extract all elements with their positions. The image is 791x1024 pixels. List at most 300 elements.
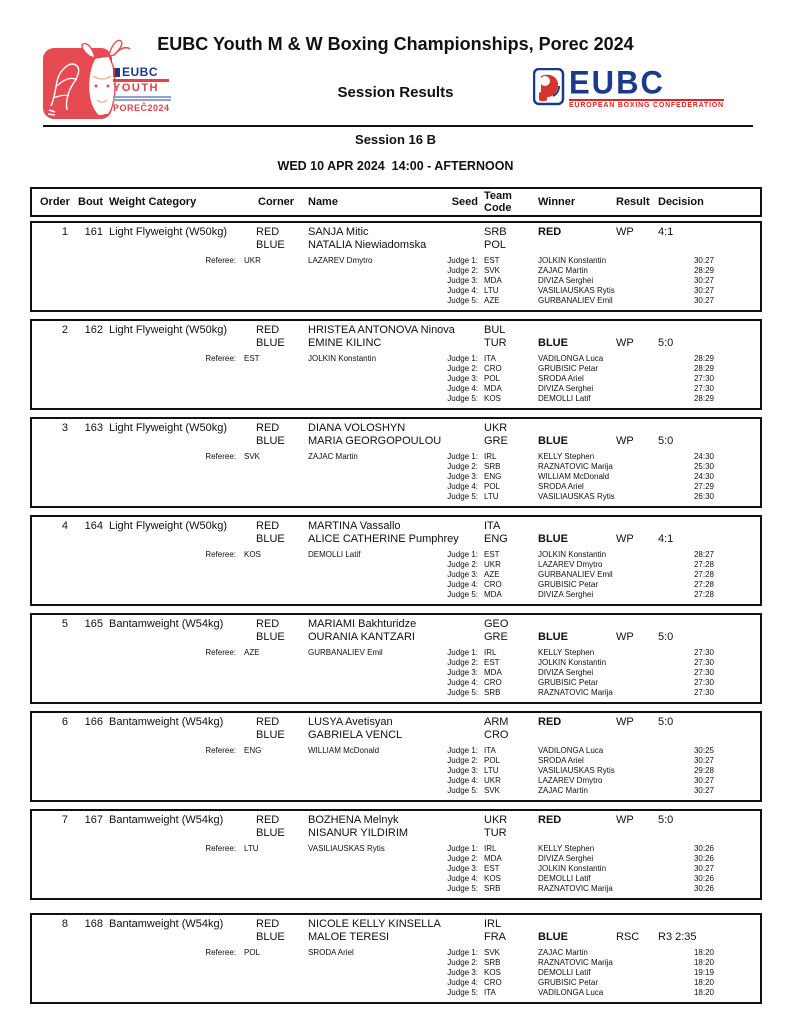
judge-name: ZAJAC Martin xyxy=(538,266,588,275)
judge-country: AZE xyxy=(484,296,500,305)
referee-country: LTU xyxy=(244,844,259,853)
eubc-glove-icon xyxy=(533,68,565,108)
judge-score: 18:20 xyxy=(693,958,714,967)
judge-country: IRL xyxy=(484,844,497,853)
judge-row xyxy=(32,286,760,296)
judge-score: 30:26 xyxy=(693,884,714,893)
judge-row xyxy=(32,482,760,492)
referee-country: KOS xyxy=(244,550,261,559)
bout-order: 3 xyxy=(61,422,68,434)
judge-score: 27:28 xyxy=(693,570,714,579)
referee-judge-row xyxy=(32,256,760,266)
decision-blue: 5:0 xyxy=(658,631,674,643)
judge-label: Judge 5: xyxy=(447,394,478,403)
blue-team-code: GRE xyxy=(484,435,508,447)
judge-label: Judge 2: xyxy=(447,756,478,765)
judge-score: 30:27 xyxy=(693,786,714,795)
referee-label: Referee: xyxy=(205,452,236,461)
result-blue: WP xyxy=(616,337,634,349)
referee-name: GURBANALIEV Emil xyxy=(308,648,383,657)
judge-country: EST xyxy=(484,256,500,265)
bout-order: 1 xyxy=(61,226,68,238)
blue-corner-label: BLUE xyxy=(256,435,285,447)
judge-name: DEMOLLI Latif xyxy=(538,968,591,977)
bout-number: 165 xyxy=(84,618,103,630)
judge-row xyxy=(32,472,760,482)
judge-country: MDA xyxy=(484,668,502,677)
judge-country: LTU xyxy=(484,492,499,501)
referee-country: SVK xyxy=(244,452,261,461)
blue-corner-label: BLUE xyxy=(256,239,285,251)
referee-name: DEMOLLI Latif xyxy=(308,550,361,559)
judge-country: SRB xyxy=(484,462,501,471)
judge-row xyxy=(32,988,760,998)
judge-country: KOS xyxy=(484,394,501,403)
judge-country: IRL xyxy=(484,452,497,461)
header-divider xyxy=(43,125,753,127)
judge-name: DIVIZA Serghei xyxy=(538,854,594,863)
judge-country: CRO xyxy=(484,678,502,687)
judge-score: 29:28 xyxy=(693,766,714,775)
judge-score: 19:19 xyxy=(693,968,714,977)
eubc-confederation-label: EUROPEAN BOXING CONFEDERATION xyxy=(569,99,724,109)
blue-corner-label: BLUE xyxy=(256,729,285,741)
judge-name: GRUBISIC Petar xyxy=(538,364,599,373)
red-team-code: ARM xyxy=(484,716,509,728)
red-boxer-name: DIANA VOLOSHYN xyxy=(308,422,406,434)
bout-number: 166 xyxy=(84,716,103,728)
session-label: Session 16 B xyxy=(355,132,436,147)
judge-row xyxy=(32,462,760,472)
blue-corner-row xyxy=(32,631,760,644)
judge-label: Judge 2: xyxy=(447,658,478,667)
judge-name: RAZNATOVIC Marija xyxy=(538,462,613,471)
eubc-wordmark: EUBC xyxy=(569,64,665,101)
judge-score: 24:30 xyxy=(693,472,714,481)
blue-boxer-name: NATALIA Niewiadomska xyxy=(308,239,427,251)
red-corner-label: RED xyxy=(256,422,280,434)
bout-block xyxy=(30,417,762,508)
blue-boxer-name: OURANIA KANTZARI xyxy=(308,631,415,643)
col-team-code: Team Code xyxy=(484,190,512,214)
judge-label: Judge 4: xyxy=(447,384,478,393)
judge-label: Judge 3: xyxy=(447,968,478,977)
blue-team-code: TUR xyxy=(484,337,507,349)
red-corner-label: RED xyxy=(256,716,280,728)
judge-name: DIVIZA Serghei xyxy=(538,590,594,599)
referee-judge-row xyxy=(32,948,760,958)
blue-corner-label: BLUE xyxy=(256,533,285,545)
weight-category: Bantamweight (W54kg) xyxy=(109,918,224,930)
judge-row xyxy=(32,570,760,580)
red-corner-row xyxy=(32,226,760,239)
judge-row xyxy=(32,968,760,978)
judge-score: 30:26 xyxy=(693,844,714,853)
judge-label: Judge 4: xyxy=(447,874,478,883)
red-boxer-name: HRISTEA ANTONOVA Ninova xyxy=(308,324,455,336)
judge-label: Judge 5: xyxy=(447,884,478,893)
judge-name: JOLKIN Konstantin xyxy=(538,658,607,667)
red-corner-row xyxy=(32,324,760,337)
judge-score: 27:30 xyxy=(693,688,714,697)
judge-row xyxy=(32,678,760,688)
red-boxer-name: BOZHENA Melnyk xyxy=(308,814,399,826)
judge-row xyxy=(32,958,760,968)
judge-country: IRL xyxy=(484,648,497,657)
red-team-code: IRL xyxy=(484,918,502,930)
judge-name: RAZNATOVIC Marija xyxy=(538,884,613,893)
judge-label: Judge 1: xyxy=(447,648,478,657)
red-corner-label: RED xyxy=(256,814,280,826)
judge-name: GURBANALIEV Emil xyxy=(538,570,613,579)
weight-category: Light Flyweight (W50kg) xyxy=(109,422,227,434)
judge-name: VASILIAUSKAS Rytis xyxy=(538,286,615,295)
judge-label: Judge 4: xyxy=(447,580,478,589)
blue-team-code: GRE xyxy=(484,631,508,643)
red-boxer-name: SANJA Mitic xyxy=(308,226,369,238)
judge-label: Judge 5: xyxy=(447,988,478,997)
decision-red: 4:1 xyxy=(658,226,674,238)
col-result: Result xyxy=(616,196,650,208)
judge-label: Judge 1: xyxy=(447,354,478,363)
judge-country: SVK xyxy=(484,786,501,795)
judge-country: CRO xyxy=(484,978,502,987)
bout-order: 8 xyxy=(61,918,68,930)
referee-label: Referee: xyxy=(205,648,236,657)
winner-red: RED xyxy=(538,814,562,826)
judge-row xyxy=(32,766,760,776)
red-corner-label: RED xyxy=(256,918,280,930)
judge-country: ITA xyxy=(484,988,496,997)
red-team-code: ITA xyxy=(484,520,501,532)
red-corner-label: RED xyxy=(256,618,280,630)
red-corner-row xyxy=(32,716,760,729)
judge-label: Judge 4: xyxy=(447,678,478,687)
blue-boxer-name: EMINE KILINC xyxy=(308,337,382,349)
judge-country: ENG xyxy=(484,472,502,481)
judge-label: Judge 5: xyxy=(447,296,478,305)
red-corner-row xyxy=(32,814,760,827)
blue-boxer-name: GABRIELA VENCL xyxy=(308,729,403,741)
result-blue: WP xyxy=(616,533,634,545)
judge-score: 27:28 xyxy=(693,590,714,599)
col-bout: Bout xyxy=(78,196,104,208)
judge-row xyxy=(32,384,760,394)
winner-red: RED xyxy=(538,226,562,238)
result-red: WP xyxy=(616,226,634,238)
referee-name: SRODA Ariel xyxy=(308,948,354,957)
judge-label: Judge 4: xyxy=(447,482,478,491)
judge-score: 27:28 xyxy=(693,560,714,569)
blue-corner-row xyxy=(32,239,760,252)
judge-country: LTU xyxy=(484,766,499,775)
red-team-code: UKR xyxy=(484,814,508,826)
session-datetime: WED 10 APR 2024 14:00 - AFTERNOON xyxy=(277,159,514,173)
judge-score: 18:20 xyxy=(693,988,714,997)
judge-name: LAZAREV Dmytro xyxy=(538,560,603,569)
judge-score: 30:25 xyxy=(693,746,714,755)
result-blue: WP xyxy=(616,435,634,447)
weight-category: Bantamweight (W54kg) xyxy=(109,814,224,826)
result-red: WP xyxy=(616,814,634,826)
referee-label: Referee: xyxy=(205,256,236,265)
red-team-code: BUL xyxy=(484,324,506,336)
judge-name: ZAJAC Martin xyxy=(538,786,588,795)
judge-score: 30:27 xyxy=(693,286,714,295)
col-name: Name xyxy=(308,196,338,208)
judge-label: Judge 2: xyxy=(447,854,478,863)
judge-name: JOLKIN Konstantin xyxy=(538,864,607,873)
judge-label: Judge 4: xyxy=(447,978,478,987)
blue-boxer-name: MARIA GEORGOPOULOU xyxy=(308,435,442,447)
bout-order: 5 xyxy=(61,618,68,630)
judge-score: 30:27 xyxy=(693,296,714,305)
red-corner-row xyxy=(32,918,760,931)
judge-name: ZAJAC Martin xyxy=(538,948,588,957)
decision-blue: R3 2:35 xyxy=(658,931,697,943)
judge-label: Judge 3: xyxy=(447,864,478,873)
red-boxer-name: MARIAMI Bakhturidze xyxy=(308,618,417,630)
bout-block xyxy=(30,913,762,1004)
judge-row xyxy=(32,978,760,988)
judge-name: JOLKIN Konstantin xyxy=(538,256,607,265)
result-blue: RSC xyxy=(616,931,640,943)
red-corner-label: RED xyxy=(256,520,280,532)
judge-label: Judge 1: xyxy=(447,844,478,853)
porec-logo-youth: YOUTH xyxy=(113,82,159,94)
judge-row xyxy=(32,884,760,894)
judge-name: DIVIZA Serghei xyxy=(538,276,594,285)
judge-country: POL xyxy=(484,374,501,383)
judge-label: Judge 2: xyxy=(447,958,478,967)
judge-label: Judge 3: xyxy=(447,374,478,383)
blue-team-code: ENG xyxy=(484,533,508,545)
judge-score: 28:29 xyxy=(693,354,714,363)
referee-judge-row xyxy=(32,746,760,756)
judge-score: 30:26 xyxy=(693,874,714,883)
judge-row xyxy=(32,364,760,374)
referee-judge-row xyxy=(32,452,760,462)
judge-score: 27:30 xyxy=(693,648,714,657)
decision-red: 5:0 xyxy=(658,814,674,826)
judge-country: SRB xyxy=(484,688,501,697)
judge-score: 28:27 xyxy=(693,550,714,559)
judge-name: VADILONGA Luca xyxy=(538,746,604,755)
bout-order: 4 xyxy=(61,520,68,532)
judge-name: RAZNATOVIC Marija xyxy=(538,688,613,697)
judge-label: Judge 2: xyxy=(447,266,478,275)
col-corner: Corner xyxy=(258,196,295,208)
judge-row xyxy=(32,492,760,502)
judge-name: SRODA Ariel xyxy=(538,374,584,383)
bout-block xyxy=(30,319,762,410)
eubc-mini-icon xyxy=(113,68,120,77)
judge-score: 30:26 xyxy=(693,854,714,863)
judge-country: UKR xyxy=(484,776,501,785)
judge-label: Judge 2: xyxy=(447,462,478,471)
blue-boxer-name: MALOE TERESI xyxy=(308,931,390,943)
blue-corner-row xyxy=(32,827,760,840)
bout-number: 163 xyxy=(84,422,103,434)
judge-row xyxy=(32,560,760,570)
judge-name: GRUBISIC Petar xyxy=(538,580,599,589)
weight-category: Bantamweight (W54kg) xyxy=(109,716,224,728)
red-team-code: SRB xyxy=(484,226,507,238)
bout-number: 168 xyxy=(84,918,103,930)
blue-corner-row xyxy=(32,337,760,350)
winner-blue: BLUE xyxy=(538,631,568,643)
judge-score: 28:29 xyxy=(693,364,714,373)
blue-team-code: CRO xyxy=(484,729,509,741)
blue-corner-row xyxy=(32,729,760,742)
judge-row xyxy=(32,854,760,864)
blue-corner-label: BLUE xyxy=(256,631,285,643)
judge-country: EST xyxy=(484,658,500,667)
page-title: EUBC Youth M & W Boxing Championships, Porec 2024 xyxy=(157,34,634,54)
blue-team-code: TUR xyxy=(484,827,507,839)
judge-label: Judge 1: xyxy=(447,746,478,755)
bout-order: 7 xyxy=(61,814,68,826)
bout-block xyxy=(30,221,762,312)
blue-team-code: POL xyxy=(484,239,507,251)
red-boxer-name: NICOLE KELLY KINSELLA xyxy=(308,918,441,930)
judge-name: VASILIAUSKAS Rytis xyxy=(538,766,615,775)
judge-label: Judge 5: xyxy=(447,786,478,795)
judge-name: SRODA Ariel xyxy=(538,482,584,491)
red-team-code: UKR xyxy=(484,422,508,434)
judge-row xyxy=(32,776,760,786)
porec-logo-eubc: EUBC xyxy=(122,65,159,79)
judge-score: 27:30 xyxy=(693,668,714,677)
judge-score: 27:30 xyxy=(693,658,714,667)
winner-blue: BLUE xyxy=(538,337,568,349)
judge-name: KELLY Stephen xyxy=(538,844,595,853)
judge-score: 27:30 xyxy=(693,678,714,687)
judge-country: MDA xyxy=(484,384,502,393)
referee-label: Referee: xyxy=(205,550,236,559)
judge-label: Judge 3: xyxy=(447,570,478,579)
judge-label: Judge 3: xyxy=(447,766,478,775)
judge-label: Judge 5: xyxy=(447,688,478,697)
referee-judge-row xyxy=(32,648,760,658)
judge-score: 25:30 xyxy=(693,462,714,471)
judge-name: KELLY Stephen xyxy=(538,452,595,461)
judge-row xyxy=(32,590,760,600)
judge-row xyxy=(32,864,760,874)
col-order: Order xyxy=(40,196,70,208)
referee-judge-row xyxy=(32,550,760,560)
judge-country: AZE xyxy=(484,570,500,579)
judge-label: Judge 1: xyxy=(447,948,478,957)
bout-order: 6 xyxy=(61,716,68,728)
weight-category: Bantamweight (W54kg) xyxy=(109,618,224,630)
judge-name: GRUBISIC Petar xyxy=(538,978,599,987)
judge-row xyxy=(32,786,760,796)
red-boxer-name: MARTINA Vassallo xyxy=(308,520,401,532)
decision-blue: 5:0 xyxy=(658,337,674,349)
blue-corner-row xyxy=(32,931,760,944)
judge-name: VADILONGA Luca xyxy=(538,354,604,363)
referee-country: EST xyxy=(244,354,260,363)
judge-country: MDA xyxy=(484,854,502,863)
judge-name: DEMOLLI Latif xyxy=(538,394,591,403)
judge-row xyxy=(32,296,760,306)
judge-label: Judge 2: xyxy=(447,364,478,373)
blue-corner-row xyxy=(32,533,760,546)
judge-score: 18:20 xyxy=(693,978,714,987)
judge-country: LTU xyxy=(484,286,499,295)
judge-country: EST xyxy=(484,864,500,873)
weight-category: Light Flyweight (W50kg) xyxy=(109,324,227,336)
red-boxer-name: LUSYA Avetisyan xyxy=(308,716,393,728)
referee-country: UKR xyxy=(244,256,261,265)
judge-row xyxy=(32,374,760,384)
judge-country: ITA xyxy=(484,746,496,755)
judge-country: ITA xyxy=(484,354,496,363)
judge-score: 27:29 xyxy=(693,482,714,491)
red-team-code: GEO xyxy=(484,618,509,630)
judge-name: GURBANALIEV Emil xyxy=(538,296,613,305)
judge-label: Judge 5: xyxy=(447,590,478,599)
winner-red: RED xyxy=(538,716,562,728)
judge-score: 24:30 xyxy=(693,452,714,461)
bout-number: 161 xyxy=(84,226,103,238)
judge-name: VADILONGA Luca xyxy=(538,988,604,997)
referee-judge-row xyxy=(32,354,760,364)
judge-country: UKR xyxy=(484,560,501,569)
judge-score: 26:30 xyxy=(693,492,714,501)
col-decision: Decision xyxy=(658,196,704,208)
judge-country: CRO xyxy=(484,364,502,373)
bout-block xyxy=(30,809,762,900)
bout-block xyxy=(30,515,762,606)
page-subtitle: Session Results xyxy=(337,84,454,101)
winner-blue: BLUE xyxy=(538,435,568,447)
judge-row xyxy=(32,756,760,766)
result-red: WP xyxy=(616,716,634,728)
judge-name: SRODA Ariel xyxy=(538,756,584,765)
referee-country: AZE xyxy=(244,648,260,657)
judge-name: DIVIZA Serghei xyxy=(538,384,594,393)
judge-row xyxy=(32,580,760,590)
judge-name: VASILIAUSKAS Rytis xyxy=(538,492,615,501)
bout-order: 2 xyxy=(61,324,68,336)
judge-name: DIVIZA Serghei xyxy=(538,668,594,677)
referee-label: Referee: xyxy=(205,844,236,853)
judge-row xyxy=(32,874,760,884)
judge-score: 27:30 xyxy=(693,384,714,393)
judge-label: Judge 3: xyxy=(447,472,478,481)
judge-label: Judge 2: xyxy=(447,560,478,569)
table-header xyxy=(30,187,762,217)
decision-blue: 4:1 xyxy=(658,533,674,545)
referee-country: POL xyxy=(244,948,261,957)
judge-score: 27:30 xyxy=(693,374,714,383)
decision-red: 5:0 xyxy=(658,716,674,728)
decision-blue: 5:0 xyxy=(658,435,674,447)
referee-name: VASILIAUSKAS Rytis xyxy=(308,844,385,853)
judge-row xyxy=(32,688,760,698)
referee-name: WILLIAM McDonald xyxy=(308,746,380,755)
blue-boxer-name: NISANUR YILDIRIM xyxy=(308,827,409,839)
judge-country: EST xyxy=(484,550,500,559)
judge-label: Judge 4: xyxy=(447,776,478,785)
judge-score: 30:27 xyxy=(693,276,714,285)
referee-country: ENG xyxy=(244,746,262,755)
col-weight-category: Weight Category xyxy=(109,196,197,208)
judge-country: SRB xyxy=(484,958,501,967)
judge-country: MDA xyxy=(484,276,502,285)
